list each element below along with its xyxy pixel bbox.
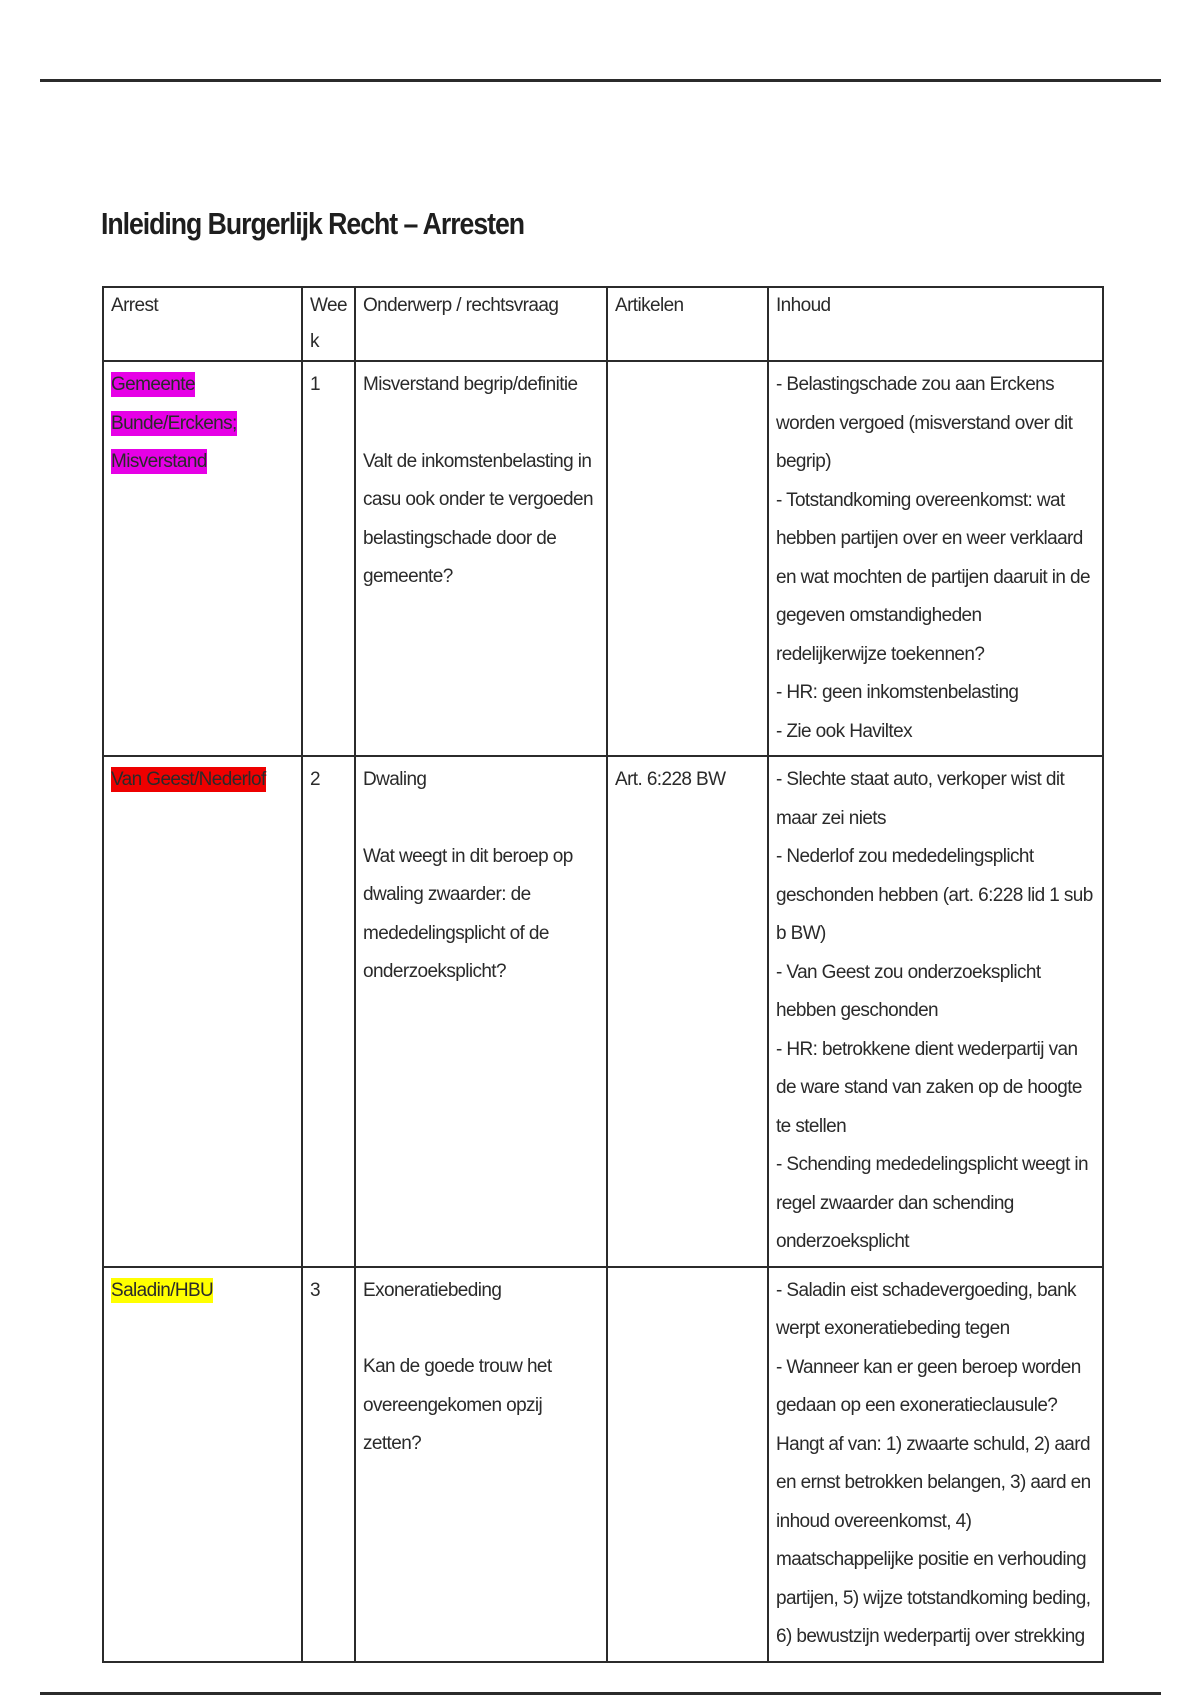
arrest-cell xyxy=(103,1267,302,1662)
header-arrest: Arrest xyxy=(103,287,302,361)
header-row xyxy=(103,287,1103,361)
week-cell: 3 xyxy=(302,1267,355,1662)
rechtsvraag-text: Wat weegt in dit beroep op dwaling zwaarder: de mededelingsplicht of de onderzoeksplicht? xyxy=(363,845,573,982)
header-onderwerp: Onderwerp / rechtsvraag xyxy=(355,287,607,361)
inhoud-bullet: - Nederlof zou mededelingsplicht geschonden hebben (art. 6:228 lid 1 sub b BW) xyxy=(776,846,1093,944)
onderwerp-cell xyxy=(355,1267,607,1662)
onderwerp-text: Dwaling xyxy=(363,769,427,790)
bottom-rule xyxy=(40,1692,1161,1695)
onderwerp-text: Exoneratiebeding xyxy=(363,1279,502,1301)
week-cell: 2 xyxy=(302,756,355,1267)
document-title: Inleiding Burgerlijk Recht – Arresten xyxy=(101,206,525,241)
header-artikelen: Artikelen xyxy=(607,287,768,361)
arrest-name-highlight: Saladin/HBU xyxy=(111,1279,214,1301)
inhoud-cell xyxy=(768,361,1103,756)
onderwerp-text: Misverstand begrip/definitie xyxy=(363,374,578,395)
arrest-name-highlight: Van Geest/Nederlof xyxy=(111,769,266,790)
inhoud-bullet: - Wanneer kan er geen beroep worden gedaan op een exoneratieclausule? Hangt af van: 1) zwaarte schuld, 2) aard en ernst betrokken belangen, 3) aard en inhoud overeenkomst, 4) maatschappelijke positie en verhouding partijen, 5) wijze totstandkoming beding, 6) bewustzijn wederpartij over strekking xyxy=(776,1356,1091,1647)
artikelen-cell: Art. 6:228 BW xyxy=(607,756,768,1267)
arrest-cell xyxy=(103,756,302,1267)
artikelen-cell xyxy=(607,1267,768,1662)
onderwerp-cell xyxy=(355,756,607,1267)
rechtsvraag-text: Kan de goede trouw het overeengekomen opzij zetten? xyxy=(363,1356,552,1454)
onderwerp-cell xyxy=(355,361,607,756)
inhoud-bullet: - Saladin eist schadevergoeding, bank werpt exoneratiebeding tegen xyxy=(776,1279,1076,1339)
arrest-name-highlight: Gemeente Bunde/Erckens; Misverstand xyxy=(111,374,237,472)
table-row xyxy=(103,361,1103,756)
header-week: Week xyxy=(302,287,355,361)
week-cell: 1 xyxy=(302,361,355,756)
table-row xyxy=(103,1267,1103,1662)
arrest-cell xyxy=(103,361,302,756)
inhoud-bullet: - Zie ook Haviltex xyxy=(776,720,912,742)
inhoud-bullet: - Belastingschade zou aan Erckens worden vergoed (misverstand over dit begrip) xyxy=(776,374,1073,472)
inhoud-bullet: - Schending mededelingsplicht weegt in regel zwaarder dan schending onderzoeksplicht xyxy=(776,1154,1089,1252)
inhoud-cell xyxy=(768,1267,1103,1662)
inhoud-bullet: - HR: geen inkomstenbelasting xyxy=(776,682,1019,703)
inhoud-bullet: - Totstandkoming overeenkomst: wat hebben partijen over en weer verklaard en wat mochten de partijen daaruit in de gegeven omstandigheden redelijkerwijze toekennen? xyxy=(776,489,1090,665)
inhoud-bullet: - Van Geest zou onderzoeksplicht hebben geschonden xyxy=(776,961,1041,1021)
inhoud-bullet: - Slechte staat auto, verkoper wist dit maar zei niets xyxy=(776,769,1065,829)
header-inhoud: Inhoud xyxy=(768,287,1103,361)
arresten-table xyxy=(102,286,1104,1663)
inhoud-cell xyxy=(768,756,1103,1267)
top-rule xyxy=(40,79,1161,82)
table-row xyxy=(103,756,1103,1267)
rechtsvraag-text: Valt de inkomstenbelasting in casu ook onder te vergoeden belastingschade door de gemeente? xyxy=(363,450,593,587)
inhoud-bullet: - HR: betrokkene dient wederpartij van de ware stand van zaken op de hoogte te stellen xyxy=(776,1038,1082,1137)
artikelen-cell xyxy=(607,361,768,756)
